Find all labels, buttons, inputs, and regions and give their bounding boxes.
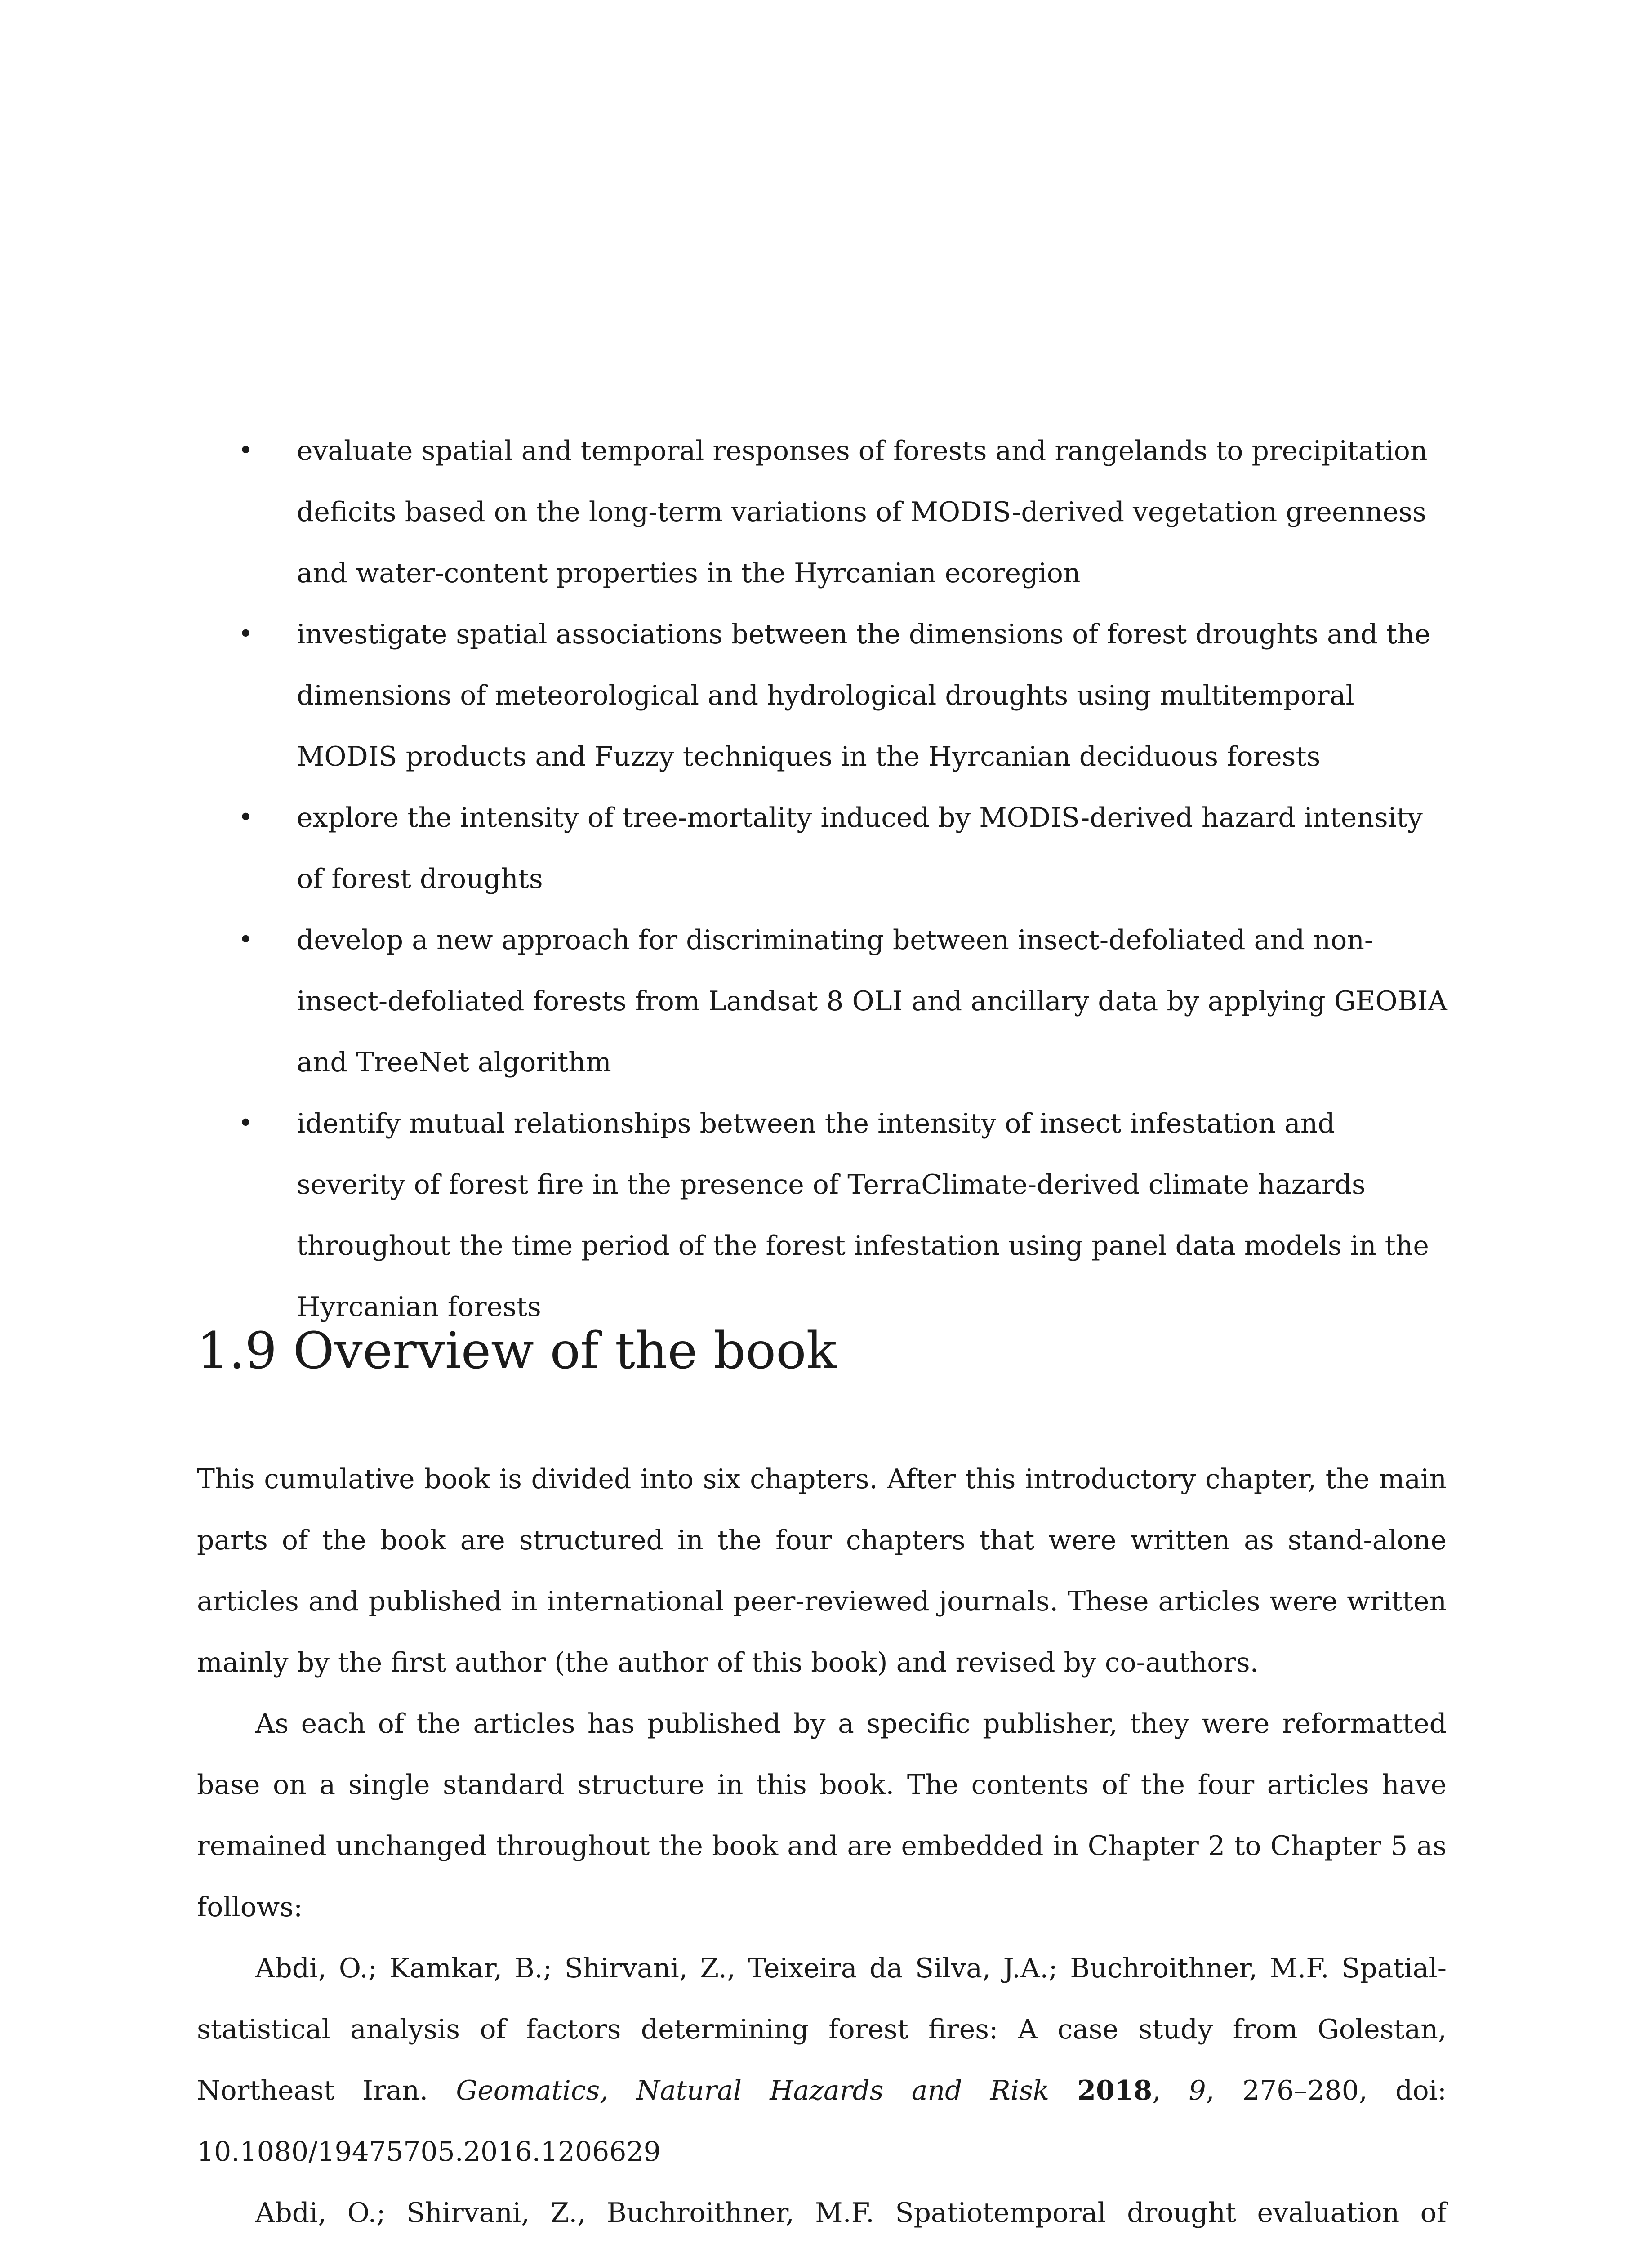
objective-item: • evaluate spatial and temporal responses of forests and rangelands to precipitation deficits based on the long-term variations of MODIS-derived vegetation greenness and water-content properties in the Hyrcanian ecoregion [238,420,1452,604]
reference-1-volume: 9 [1189,2075,1206,2106]
objective-item: • develop a new approach for discriminating between insect-defoliated and non-insect-defoliated forests from Landsat 8 OLI and ancillary data by applying GEOBIA and TreeNet algorithm [238,910,1452,1093]
reference-1-pages-doi: , 276–280, doi: 10.1080/19475705.2016.1206629 [197,2075,1447,2168]
objective-item: • investigate spatial associations between the dimensions of forest droughts and the dimensions of meteorological and hydrological droughts using multitemporal MODIS products and Fuzzy techniques in the Hyrcanian deciduous forests [238,604,1452,787]
objectives-list [238,420,1452,1338]
reference-1: Abdi, O.; Kamkar, B.; Shirvani, Z., Teixeira da Silva, J.A.; Buchroithner, M.F. Spatial-statistical analysis of factors determining forest fires: A case study from Golestan, Northeast Iran. Geomatics, Natural Hazards and Risk 2018, 9, 276–280, doi: 10.1080/19475705.2016.1206629 [197,1953,1447,2168]
reference-1-journal: Geomatics, Natural Hazards and Risk [456,2075,1050,2106]
reference-1-text: Abdi, O.; Kamkar, B.; Shirvani, Z., Teixeira da Silva, J.A.; Buchroithner, M.F. Spatial-statistical analysis of factors determining forest fires: A case study from Golestan, Northeast Iran. [197,1953,1447,2106]
paragraph-intro: This cumulative book is divided into six chapters. After this introductory chapter, the main parts of the book are structured in the four chapters that were written as stand-alone articles and published in international peer-reviewed journals. These articles were written mainly by the first author (the author of this book) and revised by co-authors. [197,1463,1447,1678]
objective-item: • explore the intensity of tree-mortality induced by MODIS-derived hazard intensity of forest droughts [238,787,1452,910]
reference-1-year: 2018 [1077,2075,1153,2106]
section-body [197,1449,1447,2248]
section-heading: 1.9 Overview of the book [197,1322,837,1380]
objective-item: • identify mutual relationships between the intensity of insect infestation and severity of forest fire in the presence of TerraClimate-derived climate hazards throughout the time period of the forest infestation using panel data models in the Hyrcanian forests [238,1093,1452,1338]
reference-2: Abdi, O.; Shirvani, Z., Buchroithner, M.F. Spatiotemporal drought evaluation of [255,2197,1447,2229]
paragraph-articles: As each of the articles has published by a specific publisher, they were reformatted base on a single standard structure in this book. The contents of the four articles have remained unchanged throughout the book and are embedded in Chapter 2 to Chapter 5 as follows: [197,1708,1447,1923]
